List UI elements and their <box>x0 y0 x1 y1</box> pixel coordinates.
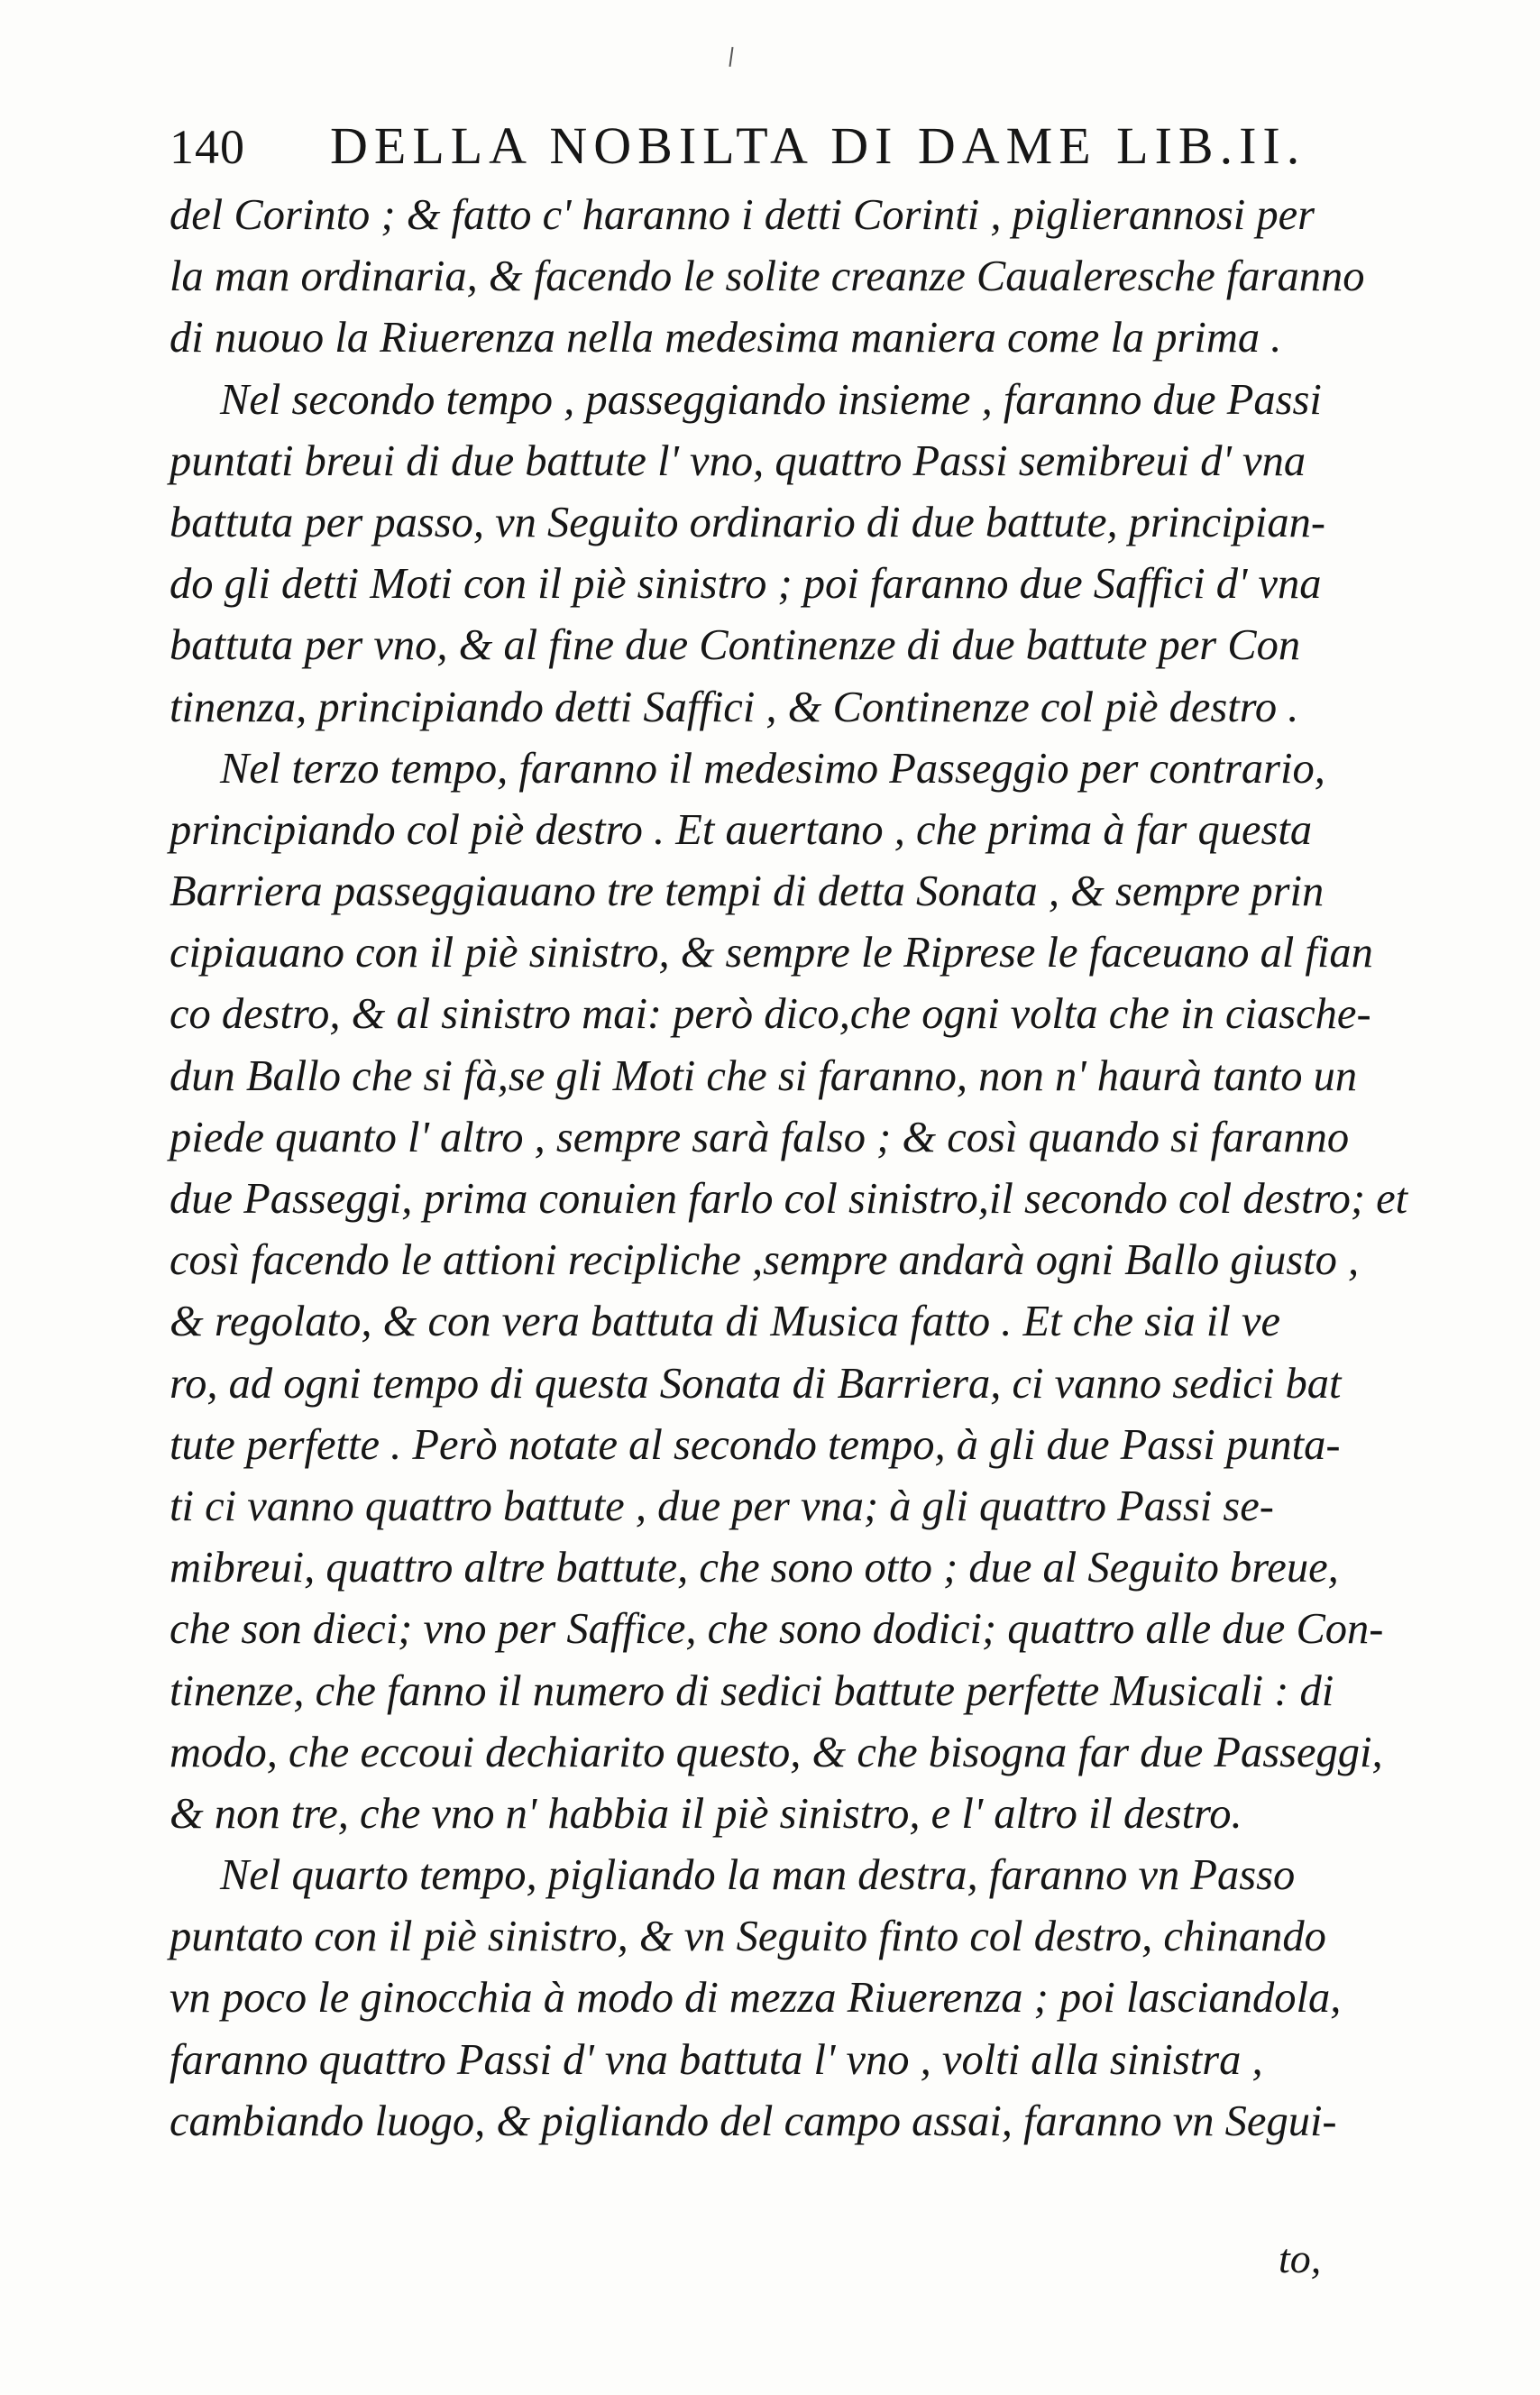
text-line: battuta per passo, vn Seguito ordinario di due battute, principian- <box>170 498 1326 546</box>
text-line: modo, che eccoui dechiarito questo, & che bisogna far due Passeggi, <box>170 1728 1383 1776</box>
page-number: 140 <box>170 120 245 174</box>
text-line: cipiauano con il piè sinistro, & sempre le Riprese le faceuano al fian <box>170 929 1373 977</box>
text-line: tinenza, principiando detti Saffici , & Continenze col piè destro . <box>170 683 1299 731</box>
text-line: due Passeggi, prima conuien farlo col sinistro,il secondo col destro; et <box>170 1175 1408 1223</box>
text-line: puntati breui di due battute l' vno, quattro Passi semibreui d' vna <box>170 436 1306 485</box>
text-line: & regolato, & con vera battuta di Musica fatto . Et che sia il ve <box>170 1298 1281 1346</box>
text-line: cambiando luogo, & pigliando del campo assai, faranno vn Segui- <box>170 2097 1337 2145</box>
text-line: tinenze, che fanno il numero di sedici battute perfette Musicali : di <box>170 1666 1334 1715</box>
text-line: ro, ad ogni tempo di questa Sonata di Barriera, ci vanno sedici bat <box>170 1359 1342 1408</box>
text-line: tute perfette . Però notate al secondo tempo, à gli due Passi punta- <box>170 1420 1341 1469</box>
text-line: così facendo le attioni recipliche ,sempre andarà ogni Ballo giusto , <box>170 1236 1360 1285</box>
text-line: la man ordinaria, & facendo le solite creanze Caualeresche faranno <box>170 252 1365 301</box>
text-line: dun Ballo che si fà,se gli Moti che si faranno, non n' haurà tanto un <box>170 1051 1358 1100</box>
catchword: to, <box>1279 2235 1322 2281</box>
ink-mark <box>729 47 733 67</box>
text-line: ti ci vanno quattro battute , due per vna; à gli quattro Passi se- <box>170 1482 1274 1530</box>
text-line: che son dieci; vno per Saffice, che sono dodici; quattro alle due Con- <box>170 1605 1384 1654</box>
paragraph-start-line: Nel quarto tempo, pigliando la man destra, faranno vn Passo <box>220 1851 1296 1900</box>
text-line: puntato con il piè sinistro, & vn Seguito finto col destro, chinando <box>170 1913 1326 1961</box>
paragraph-start-line: Nel terzo tempo, faranno il medesimo Passeggio per contrario, <box>220 744 1325 793</box>
text-line: Barriera passeggiauano tre tempi di detta Sonata , & sempre prin <box>170 867 1325 916</box>
text-line: del Corinto ; & fatto c' haranno i detti Corinti , piglierannosi per <box>170 191 1315 239</box>
running-head <box>170 112 1369 184</box>
body-text <box>170 185 1423 2152</box>
text-line: co destro, & al sinistro mai: però dico,che ogni volta che in ciasche- <box>170 990 1371 1039</box>
text-line: & non tre, che vno n' habbia il piè sinistro, e l' altro il destro. <box>170 1789 1242 1838</box>
text-line: piede quanto l' altro , sempre sarà falso ; & così quando si faranno <box>170 1113 1350 1161</box>
text-line: mibreui, quattro altre battute, che sono otto ; due al Seguito breue, <box>170 1544 1339 1592</box>
text-line: battuta per vno, & al fine due Continenze di due battute per Con <box>170 621 1301 670</box>
text-line: do gli detti Moti con il piè sinistro ; poi faranno due Saffici d' vna <box>170 560 1322 609</box>
running-title: DELLA NOBILTA DI DAME LIB.II. <box>330 116 1306 175</box>
text-line: faranno quattro Passi d' vna battuta l' vno , volti alla sinistra , <box>170 2035 1263 2084</box>
paragraph-start-line: Nel secondo tempo , passeggiando insieme , faranno due Passi <box>220 375 1322 424</box>
text-line: vn poco le ginocchia à modo di mezza Riuerenza ; poi lasciandola, <box>170 1974 1342 2023</box>
text-line: di nuouo la Riuerenza nella medesima maniera come la prima . <box>170 314 1282 362</box>
text-line: principiando col piè destro . Et auertano , che prima à far questa <box>170 805 1313 854</box>
